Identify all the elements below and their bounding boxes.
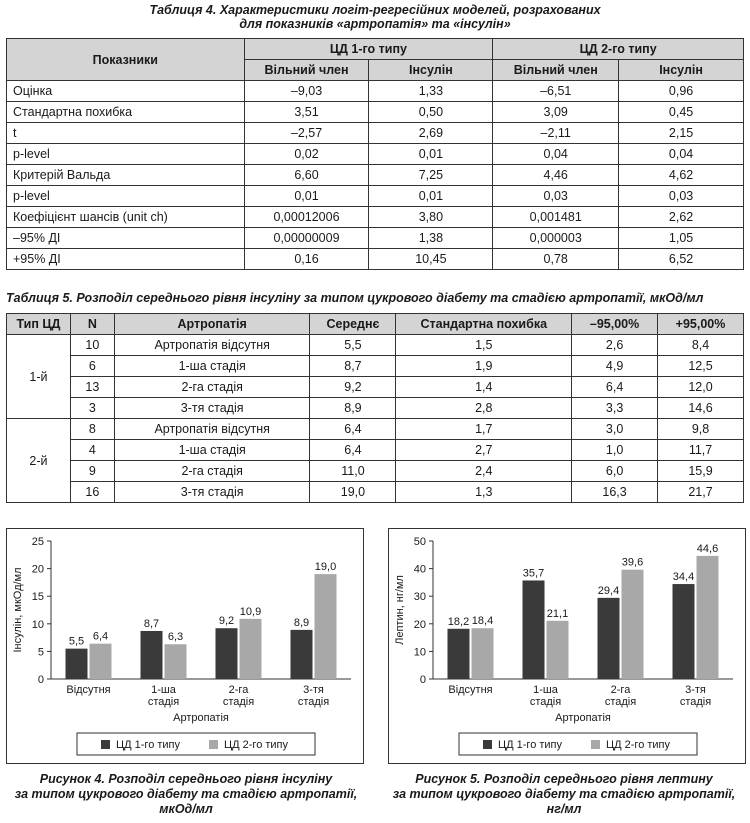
table5-cell-se: 2,7	[396, 440, 572, 461]
figure5-legend-label: ЦД 2-го типу	[606, 739, 671, 751]
table5-cell-mean: 6,4	[310, 440, 396, 461]
table4-row-label: –95% ДІ	[7, 228, 245, 249]
table5-cell-n: 4	[70, 440, 114, 461]
figure4-caption	[0, 772, 372, 817]
table4-cell: 2,15	[619, 123, 744, 144]
figure5-bar-label: 39,6	[621, 556, 644, 569]
figure5-bar	[472, 628, 494, 679]
table4-cell: 6,52	[619, 249, 744, 270]
table4-row-label: Оцінка	[7, 81, 245, 102]
figure5-y-tick-label: 30	[413, 591, 426, 604]
table5-cell-mean: 19,0	[310, 482, 396, 503]
table4-cell: 0,04	[619, 144, 744, 165]
table5-caption: Таблиця 5. Розподіл середнього рівня інсуліну за типом цукрового діабету та стадією артропатії, мкОд/мл	[6, 291, 704, 305]
table4-cell: 0,01	[244, 186, 369, 207]
table4-cell: 0,04	[493, 144, 619, 165]
figure5-legend-swatch	[591, 740, 600, 749]
figure5-x-tick-label: стадія	[604, 696, 637, 708]
table4-cell: 0,001481	[493, 207, 619, 228]
table4-cell: 10,45	[369, 249, 493, 270]
table4-row	[7, 123, 744, 144]
figure5-caption-line: за типом цукрового діабету та стадією артропатії,	[392, 787, 736, 801]
table5-cell-stage: Артропатія відсутня	[114, 419, 310, 440]
table4-cell: 0,16	[244, 249, 369, 270]
figure5-y-tick-label: 0	[419, 674, 426, 686]
table4-cell: –2,11	[493, 123, 619, 144]
table4-cell: 0,78	[493, 249, 619, 270]
table5-cell-n: 6	[70, 356, 114, 377]
table5-cell-n: 16	[70, 482, 114, 503]
figure5-bar	[523, 580, 545, 679]
figure4-bar	[66, 649, 88, 679]
table5-cell-lo: 6,4	[572, 377, 658, 398]
table5-cell-mean: 11,0	[310, 461, 396, 482]
table5-cell-lo: 3,3	[572, 398, 658, 419]
figure4-legend-label: ЦД 2-го типу	[224, 739, 289, 751]
table5-row	[7, 335, 744, 356]
figure5-x-tick-label: стадія	[529, 696, 562, 708]
figure4-x-tick-label: 2-га	[228, 684, 249, 696]
table4-header-group1: ЦД 1-го типу	[244, 39, 493, 60]
table5-cell-n: 10	[70, 335, 114, 356]
table4-row	[7, 144, 744, 165]
table5-cell-lo: 1,0	[572, 440, 658, 461]
figure5-bar-label: 18,4	[471, 615, 494, 628]
table5-cell-se: 1,4	[396, 377, 572, 398]
figure5-y-tick-label: 20	[413, 618, 426, 631]
table5-cell-stage: 1-ша стадія	[114, 356, 310, 377]
table5-cell-mean: 8,9	[310, 398, 396, 419]
table5-cell-hi: 9,8	[658, 419, 744, 440]
figure5-legend-label: ЦД 1-го типу	[498, 739, 563, 751]
table4-row-label: Коефіцієнт шансів (unit ch)	[7, 207, 245, 228]
table4-subheader: Інсулін	[369, 60, 493, 81]
figure5-y-tick-label: 50	[413, 536, 426, 548]
figure4-svg	[7, 529, 365, 765]
table5-cell-se: 1,5	[396, 335, 572, 356]
table4-cell: 0,50	[369, 102, 493, 123]
table5-row	[7, 398, 744, 419]
table4-cell: 0,000003	[493, 228, 619, 249]
table4-cell: 0,03	[493, 186, 619, 207]
figure4-bar-label: 6,4	[92, 630, 109, 643]
table4	[6, 38, 744, 270]
table5-row	[7, 356, 744, 377]
table5-cell-mean: 8,7	[310, 356, 396, 377]
table5-cell-stage: 3-тя стадія	[114, 398, 310, 419]
figure4-y-label: Інсулін, мкОд/мл	[12, 567, 24, 653]
table5-body	[7, 335, 744, 503]
table4-cell: 2,69	[369, 123, 493, 144]
table5-row	[7, 482, 744, 503]
figure4-bar	[291, 630, 313, 679]
table5-header-row	[7, 314, 744, 335]
table4-cell: 0,01	[369, 144, 493, 165]
figure4-bar	[165, 644, 187, 679]
table4-cell: 6,60	[244, 165, 369, 186]
table4-cell: –2,57	[244, 123, 369, 144]
figure4-caption-line: мкОд/мл	[159, 802, 213, 816]
table5-cell-hi: 12,0	[658, 377, 744, 398]
figure5-x-tick-label: 3-тя	[685, 684, 706, 696]
table5-header: N	[70, 314, 114, 335]
table5-cell-se: 1,7	[396, 419, 572, 440]
table4-cell: 0,01	[369, 186, 493, 207]
table5-cell-stage: Артропатія відсутня	[114, 335, 310, 356]
figure4-caption-line: за типом цукрового діабету та стадією артропатії,	[14, 787, 358, 801]
figure5-y-label: Лептин, нг/мл	[394, 575, 406, 645]
table5-cell-hi: 21,7	[658, 482, 744, 503]
figure5-caption-line: Рисунок 5. Розподіл середнього рівня лептину	[415, 772, 713, 786]
table4-cell: 0,00000009	[244, 228, 369, 249]
figure4-bar	[216, 628, 238, 679]
table4-cell: 7,25	[369, 165, 493, 186]
figure5-bar-label: 21,1	[546, 607, 569, 620]
figure5-bar	[697, 556, 719, 679]
table4-cell: 4,46	[493, 165, 619, 186]
figure4-legend-swatch	[101, 740, 110, 749]
table5-cell-hi: 15,9	[658, 461, 744, 482]
table4-cell: 4,62	[619, 165, 744, 186]
table5-cell-se: 1,3	[396, 482, 572, 503]
figure4-chart	[6, 528, 364, 764]
figure4-bar	[240, 619, 262, 679]
table4-cell: 0,02	[244, 144, 369, 165]
table4-cell: 2,62	[619, 207, 744, 228]
table4-row-label: p-level	[7, 144, 245, 165]
table4-cell: 3,80	[369, 207, 493, 228]
figure5-x-label: Артропатія	[555, 712, 611, 724]
table4-row	[7, 81, 744, 102]
figure4-bar-label: 6,3	[167, 631, 184, 644]
table4-cell: 0,45	[619, 102, 744, 123]
figure4-x-tick-label: стадія	[147, 696, 180, 708]
table5-cell-hi: 8,4	[658, 335, 744, 356]
table5-cell-stage: 1-ша стадія	[114, 440, 310, 461]
table5-header: Тип ЦД	[7, 314, 71, 335]
table5-cell-se: 1,9	[396, 356, 572, 377]
figure5-x-tick-label: 1-ша	[533, 684, 558, 696]
table5-cell-hi: 14,6	[658, 398, 744, 419]
figure5-bar	[547, 621, 569, 679]
table5-cell-se: 2,8	[396, 398, 572, 419]
table5-header: +95,00%	[658, 314, 744, 335]
figure4-y-tick-label: 25	[31, 536, 44, 548]
table5-header: –95,00%	[572, 314, 658, 335]
table5-row	[7, 440, 744, 461]
table4-cell: 1,33	[369, 81, 493, 102]
table5	[6, 313, 744, 503]
figure5-y-tick-label: 10	[413, 646, 426, 659]
table5-header: Середнє	[310, 314, 396, 335]
table5-cell-mean: 6,4	[310, 419, 396, 440]
figure4-legend-swatch	[209, 740, 218, 749]
figure4-y-tick-label: 10	[31, 618, 44, 631]
figure4-x-tick-label: 1-ша	[151, 684, 176, 696]
figure4-y-tick-label: 15	[31, 591, 44, 604]
table4-cell: 1,05	[619, 228, 744, 249]
table4-header-group2: ЦД 2-го типу	[493, 39, 744, 60]
table5-cell-lo: 16,3	[572, 482, 658, 503]
figure5-bar-label: 34,4	[672, 571, 695, 584]
figure4-bar-label: 8,9	[293, 616, 310, 629]
figure4-legend-label: ЦД 1-го типу	[116, 739, 181, 751]
table4-subheader: Вільний член	[493, 60, 619, 81]
figure4-x-tick-label: стадія	[222, 696, 255, 708]
table4-row-label: t	[7, 123, 245, 144]
table5-cell-mean: 9,2	[310, 377, 396, 398]
table5-cell-lo: 2,6	[572, 335, 658, 356]
figure4-bar	[315, 574, 337, 679]
figure5-chart	[388, 528, 746, 764]
table4-subheader: Інсулін	[619, 60, 744, 81]
figure5-bar-label: 29,4	[597, 584, 620, 597]
table5-cell-stage: 2-га стадія	[114, 377, 310, 398]
table4-caption-line1: Таблиця 4. Характеристики логіт-регресійних моделей, розрахованих	[149, 3, 601, 17]
table4-cell: 0,00012006	[244, 207, 369, 228]
figure5-legend-swatch	[483, 740, 492, 749]
table5-cell-stage: 2-га стадія	[114, 461, 310, 482]
figure4-bar-label: 10,9	[239, 605, 262, 618]
table5-header: Артропатія	[114, 314, 310, 335]
figure5-x-tick-label: 2-га	[610, 684, 631, 696]
figure4-bar-label: 8,7	[143, 617, 160, 630]
table4-caption-line2: для показників «артропатія» та «інсулін»	[239, 17, 511, 31]
figure5-x-tick-label: стадія	[679, 696, 712, 708]
table5-cell-n: 13	[70, 377, 114, 398]
table5-cell-mean: 5,5	[310, 335, 396, 356]
figure5-bar-label: 44,6	[696, 542, 719, 555]
table5-row	[7, 461, 744, 482]
figure5-bar-label: 18,2	[447, 615, 470, 628]
figure4-y-tick-label: 0	[37, 674, 44, 686]
table5-type-cell: 1-й	[7, 335, 71, 419]
figure4-x-label: Артропатія	[173, 712, 229, 724]
figure5-svg	[389, 529, 747, 765]
table4-cell: 1,38	[369, 228, 493, 249]
table5-cell-hi: 12,5	[658, 356, 744, 377]
figure4-bar	[141, 631, 163, 679]
table4-subheader: Вільний член	[244, 60, 369, 81]
table5-cell-stage: 3-тя стадія	[114, 482, 310, 503]
figure4-bar-label: 19,0	[314, 561, 337, 574]
table4-cell: –6,51	[493, 81, 619, 102]
figure4-caption-line: Рисунок 4. Розподіл середнього рівня інсуліну	[39, 772, 333, 786]
table5-row	[7, 419, 744, 440]
figure5-bar	[448, 629, 470, 679]
figure4-bar-label: 9,2	[218, 615, 235, 628]
table4-body	[7, 81, 744, 270]
figure4-y-tick-label: 5	[37, 646, 44, 659]
table4-cell: 3,09	[493, 102, 619, 123]
table4-row	[7, 102, 744, 123]
figure4-y-tick-label: 20	[31, 563, 44, 576]
table4-row	[7, 249, 744, 270]
table4-header-indicators: Показники	[7, 39, 245, 81]
figure5-y-tick-label: 40	[413, 563, 426, 576]
figure5-bar	[622, 570, 644, 679]
table5-cell-lo: 6,0	[572, 461, 658, 482]
table4-row-label: +95% ДІ	[7, 249, 245, 270]
table4-row-label: Стандартна похибка	[7, 102, 245, 123]
figure5-bar	[673, 584, 695, 679]
table5-cell-n: 9	[70, 461, 114, 482]
figure4-x-tick-label: стадія	[297, 696, 330, 708]
table5-row	[7, 377, 744, 398]
figure5-caption-line: нг/мл	[546, 802, 582, 816]
figure4-x-tick-label: Відсутня	[66, 684, 111, 696]
table4-row-label: p-level	[7, 186, 245, 207]
table5-cell-lo: 3,0	[572, 419, 658, 440]
figure5-x-tick-label: Відсутня	[448, 684, 493, 696]
table4-cell: 0,03	[619, 186, 744, 207]
table4-row-label: Критерій Вальда	[7, 165, 245, 186]
table5-cell-n: 3	[70, 398, 114, 419]
figure4-x-tick-label: 3-тя	[303, 684, 324, 696]
table4-cell: –9,03	[244, 81, 369, 102]
table4-row	[7, 207, 744, 228]
table4-row	[7, 186, 744, 207]
table5-cell-hi: 11,7	[658, 440, 744, 461]
table5-header: Стандартна похибка	[396, 314, 572, 335]
table4-row	[7, 228, 744, 249]
table5-type-cell: 2-й	[7, 419, 71, 503]
table4-row	[7, 165, 744, 186]
figure4-bar	[90, 644, 112, 679]
figure5-bar	[598, 598, 620, 679]
table5-cell-lo: 4,9	[572, 356, 658, 377]
table5-cell-n: 8	[70, 419, 114, 440]
table5-cell-se: 2,4	[396, 461, 572, 482]
table4-cell: 3,51	[244, 102, 369, 123]
figure5-caption	[378, 772, 750, 817]
figure4-bar-label: 5,5	[68, 635, 85, 648]
figure5-bar-label: 35,7	[522, 567, 545, 580]
table4-cell: 0,96	[619, 81, 744, 102]
